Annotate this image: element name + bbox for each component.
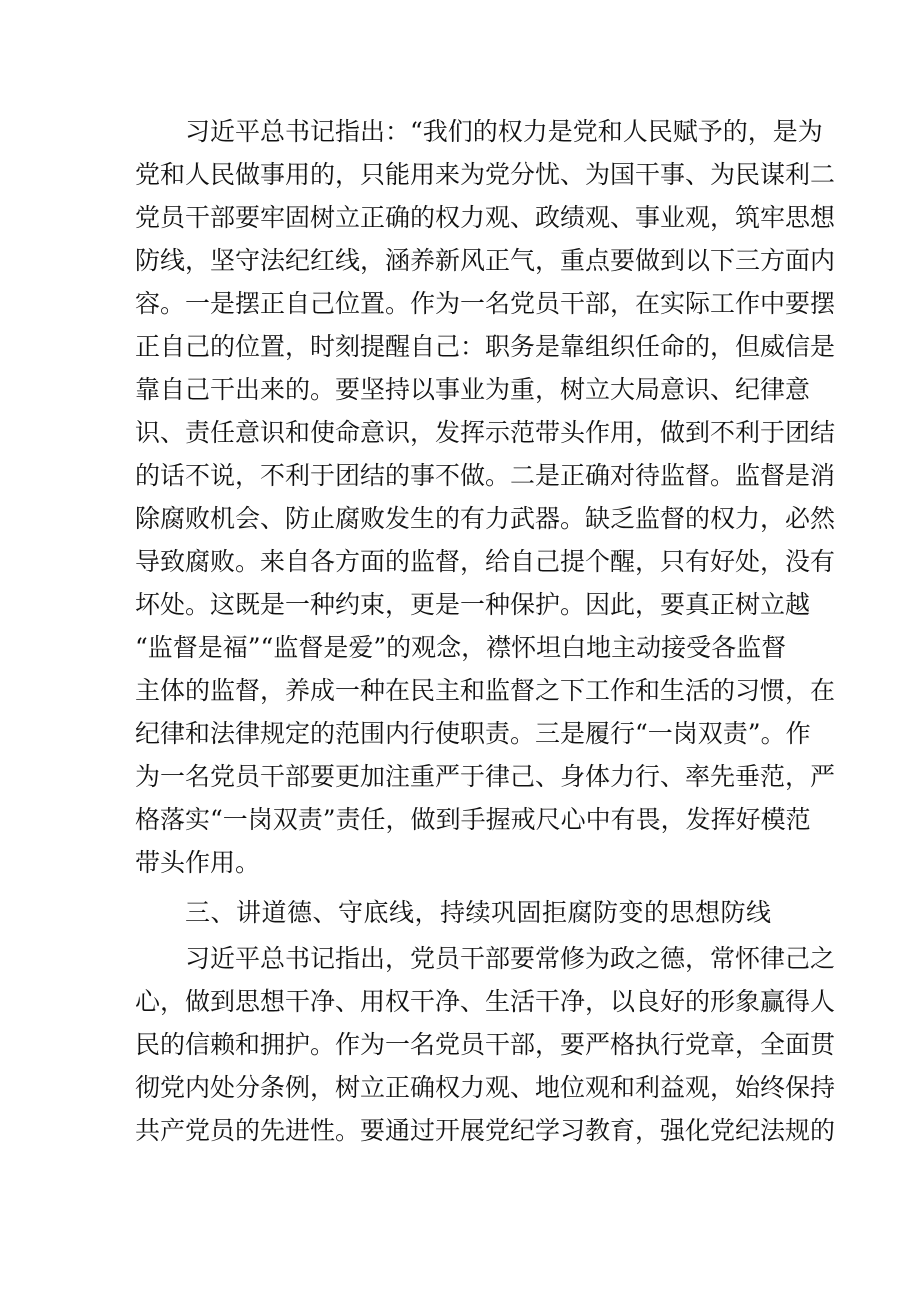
text-line: 格落实“一岗双责”责任，做到手握戒尺心中有畏，发挥好模范 (135, 805, 811, 834)
text-line: 的话不说，不利于团结的事不做。二是正确对待监督。监督是消 (135, 461, 836, 490)
text-line: 防线，坚守法纪红线，涵养新风正气，重点要做到以下三方面内 (135, 246, 836, 275)
text-line: “监督是福”“监督是爱”的观念，襟怀坦白地主动接受各监督 (135, 633, 787, 662)
text-line: 导致腐败。来自各方面的监督，给自己提个醒，只有好处，没有 (135, 547, 836, 576)
text-line: 民的信赖和拥护。作为一名党员干部，要严格执行党章，全面贯 (135, 1030, 836, 1059)
text-line: 习近平总书记指出：“我们的权力是党和人民赋予的，是为 (185, 117, 823, 146)
text-line: 党员干部要牢固树立正确的权力观、政绩观、事业观，筑牢思想 (135, 203, 836, 232)
text-line: 为一名党员干部要更加注重严于律己、身体力行、率先垂范，严 (135, 762, 836, 791)
text-line: 识、责任意识和使命意识，发挥示范带头作用，做到不利于团结 (135, 418, 836, 447)
text-line: 主体的监督，养成一种在民主和监督之下工作和生活的习惯，在 (135, 676, 836, 705)
text-line: 除腐败机会、防止腐败发生的有力武器。缺乏监督的权力，必然 (135, 504, 836, 533)
text-line: 容。一是摆正自己位置。作为一名党员干部，在实际工作中要摆 (135, 289, 836, 318)
text-line: 心，做到思想干净、用权干净、生活干净，以良好的形象赢得人 (135, 987, 836, 1016)
text-line: 带头作用。 (135, 848, 261, 877)
text-line: 正自己的位置，时刻提醒自己：职务是靠组织任命的，但威信是 (135, 332, 836, 361)
text-line: 纪律和法律规定的范围内行使职责。三是履行“一岗双责”。作 (135, 719, 811, 748)
text-line: 党和人民做事用的，只能用来为党分忧、为国干事、为民谋利二 (135, 160, 836, 189)
text-line: 共产党员的先进性。要通过开展党纪学习教育，强化党纪法规的 (135, 1116, 836, 1145)
text-line: 彻党内处分条例，树立正确权力观、地位观和利益观，始终保持 (135, 1073, 836, 1102)
text-line: 习近平总书记指出，党员干部要常修为政之德，常怀律己之 (185, 944, 836, 973)
text-line: 靠自己干出来的。要坚持以事业为重，树立大局意识、纪律意 (135, 375, 811, 404)
section-heading: 三、讲道德、守底线，持续巩固拒腐防变的思想防线 (185, 898, 772, 927)
text-line: 坏处。这既是一种约束，更是一种保护。因此，要真正树立越 (135, 590, 811, 619)
